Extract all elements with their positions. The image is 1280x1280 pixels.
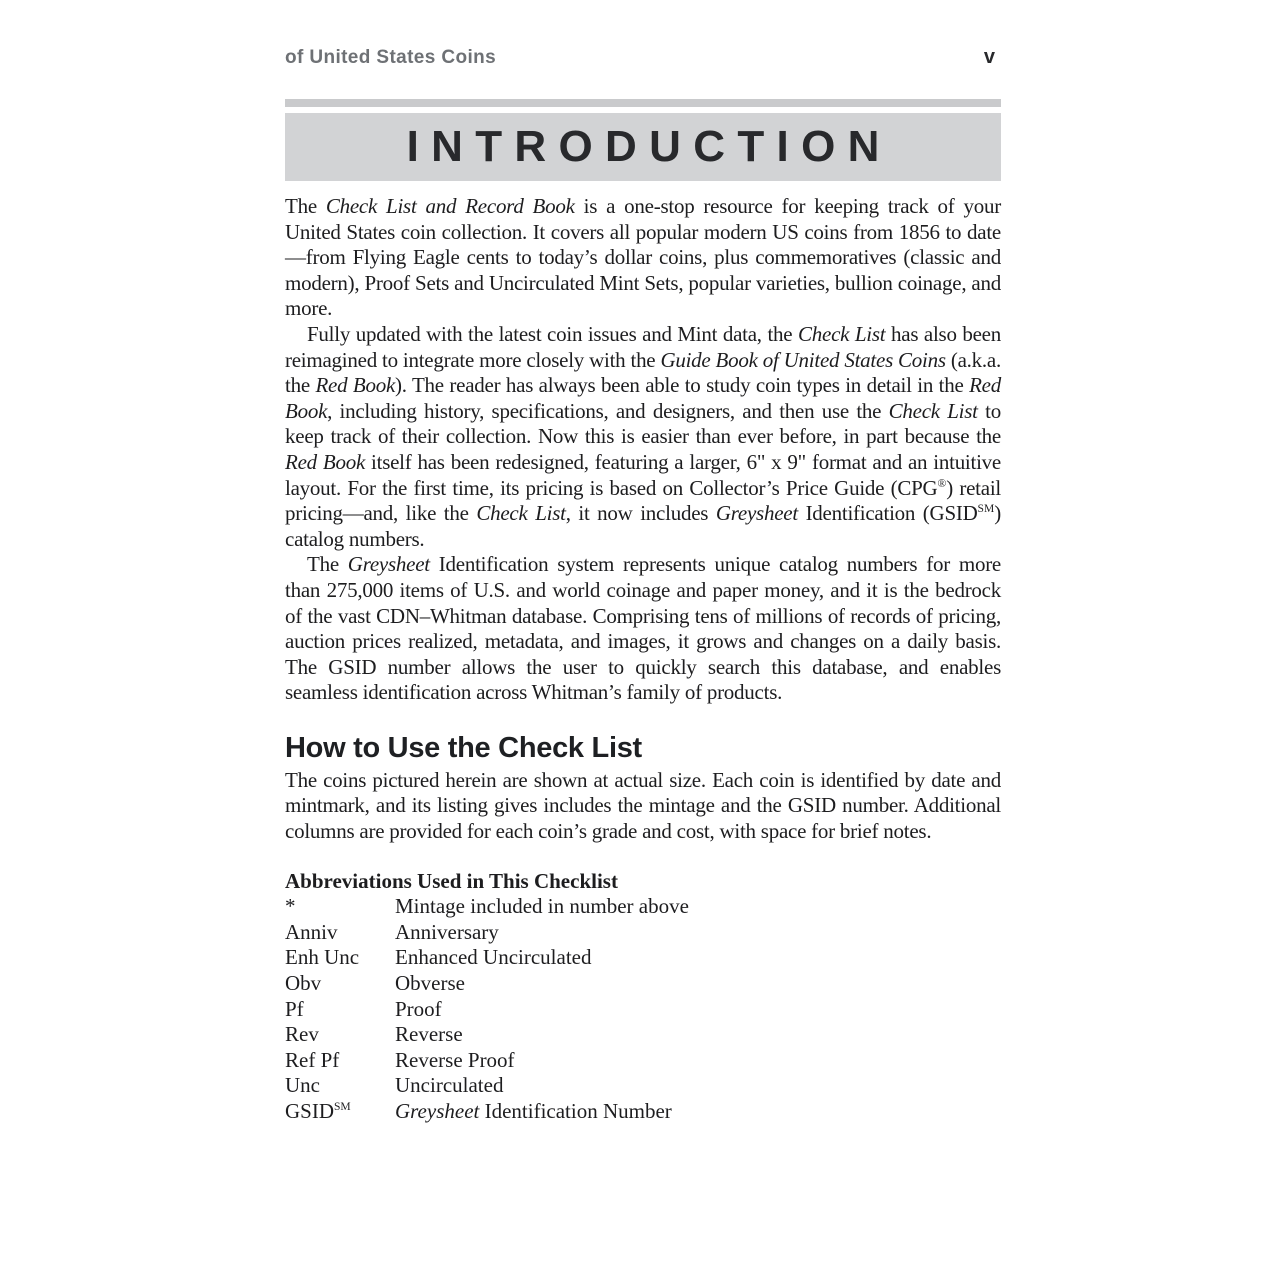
section-title-banner xyxy=(285,113,1001,181)
abbreviation-row xyxy=(285,1073,1001,1099)
abbreviation-definition: Reverse xyxy=(395,1022,463,1047)
section-heading: How to Use the Check List xyxy=(285,731,642,764)
intro-paragraph: The Greysheet Identification system represents unique catalog numbers for more than 275,000 items of U.S. and world coinage and paper money, and it is the bedrock of the vast CDN–Whitman database. Comprising tens of millions of records of pricing, auction prices realized, metadata, and images, it grows and changes on a daily basis. The GSID number allows the user to quickly search this database, and enables seamless identification across Whitman’s family of products. xyxy=(285,552,1002,705)
abbreviation-row xyxy=(285,997,1001,1023)
abbreviation-row xyxy=(285,894,1001,920)
intro-paragraph: The Check List and Record Book is a one-stop resource for keeping track of your United States coin collection. It covers all popular modern US coins from 1856 to date—from Flying Eagle cents to today’s dollar coins, plus commemoratives (classic and modern), Proof Sets and Uncirculated Mint Sets, popular varieties, bullion coinage, and more. xyxy=(285,194,1001,321)
abbreviation-definition: Greysheet Identification Number xyxy=(395,1099,672,1123)
abbreviation-row xyxy=(285,971,1001,997)
abbreviation-row xyxy=(285,1022,1001,1048)
abbreviation-term: Anniv xyxy=(285,919,338,944)
abbreviation-term: Ref Pf xyxy=(285,1047,340,1072)
abbreviation-definition: Anniversary xyxy=(395,919,499,944)
abbreviation-definition: Reverse Proof xyxy=(395,1047,515,1072)
abbreviation-row xyxy=(285,1099,1001,1125)
abbreviation-term: * xyxy=(285,894,296,919)
abbreviation-term: GSID℠ xyxy=(285,1099,351,1123)
abbreviation-definition: Enhanced Uncirculated xyxy=(395,945,592,970)
page-number: v xyxy=(983,46,995,68)
abbreviation-term: Obv xyxy=(285,971,322,996)
page-column xyxy=(285,0,1001,1125)
abbreviation-definition: Obverse xyxy=(395,971,465,996)
introduction-section xyxy=(285,194,1001,706)
abbreviation-term: Pf xyxy=(285,996,304,1021)
how-to-paragraph: The coins pictured herein are shown at actual size. Each coin is identified by date and mintmark, and its listing gives includes the mintage and the GSID number. Additional columns are provided for each coin’s grade and cost, with space for brief notes. xyxy=(285,767,1001,844)
running-header-title: of United States Coins xyxy=(285,47,497,68)
abbreviation-term: Rev xyxy=(285,1022,319,1047)
abbreviations-table xyxy=(285,894,1001,1124)
abbreviation-row xyxy=(285,1048,1001,1074)
section-divider-bar xyxy=(285,99,1001,107)
abbreviation-row xyxy=(285,920,1001,946)
abbreviation-term: Enh Unc xyxy=(285,945,360,970)
abbreviation-definition: Uncirculated xyxy=(395,1073,504,1098)
abbreviation-definition: Proof xyxy=(395,996,442,1021)
abbreviations-heading: Abbreviations Used in This Checklist xyxy=(285,868,618,893)
page-title: INTRODUCTION xyxy=(406,122,892,171)
how-to-section xyxy=(285,732,1001,845)
abbreviation-term: Unc xyxy=(285,1073,320,1098)
running-header xyxy=(285,46,1001,69)
abbreviation-row xyxy=(285,945,1001,971)
abbreviation-definition: Mintage included in number above xyxy=(395,894,689,919)
intro-paragraph: Fully updated with the latest coin issues and Mint data, the Check List has also been reimagined to integrate more closely with the Guide Book of United States Coins (a.k.a. the Red Book). The reader has always been able to study coin types in detail in the Red Book, including history, specifications, and designers, and then use the Check List to keep track of their collection. Now this is easier than ever before, in part because the Red Book itself has been redesigned, featuring a larger, 6" x 9" format and an intuitive layout. For the first time, its pricing is based on Collector’s Price Guide (CPG®) retail pricing—and, like the Check List, it now includes Greysheet Identification (GSID℠) catalog numbers. xyxy=(285,321,1002,551)
abbreviations-section xyxy=(285,869,1001,1125)
